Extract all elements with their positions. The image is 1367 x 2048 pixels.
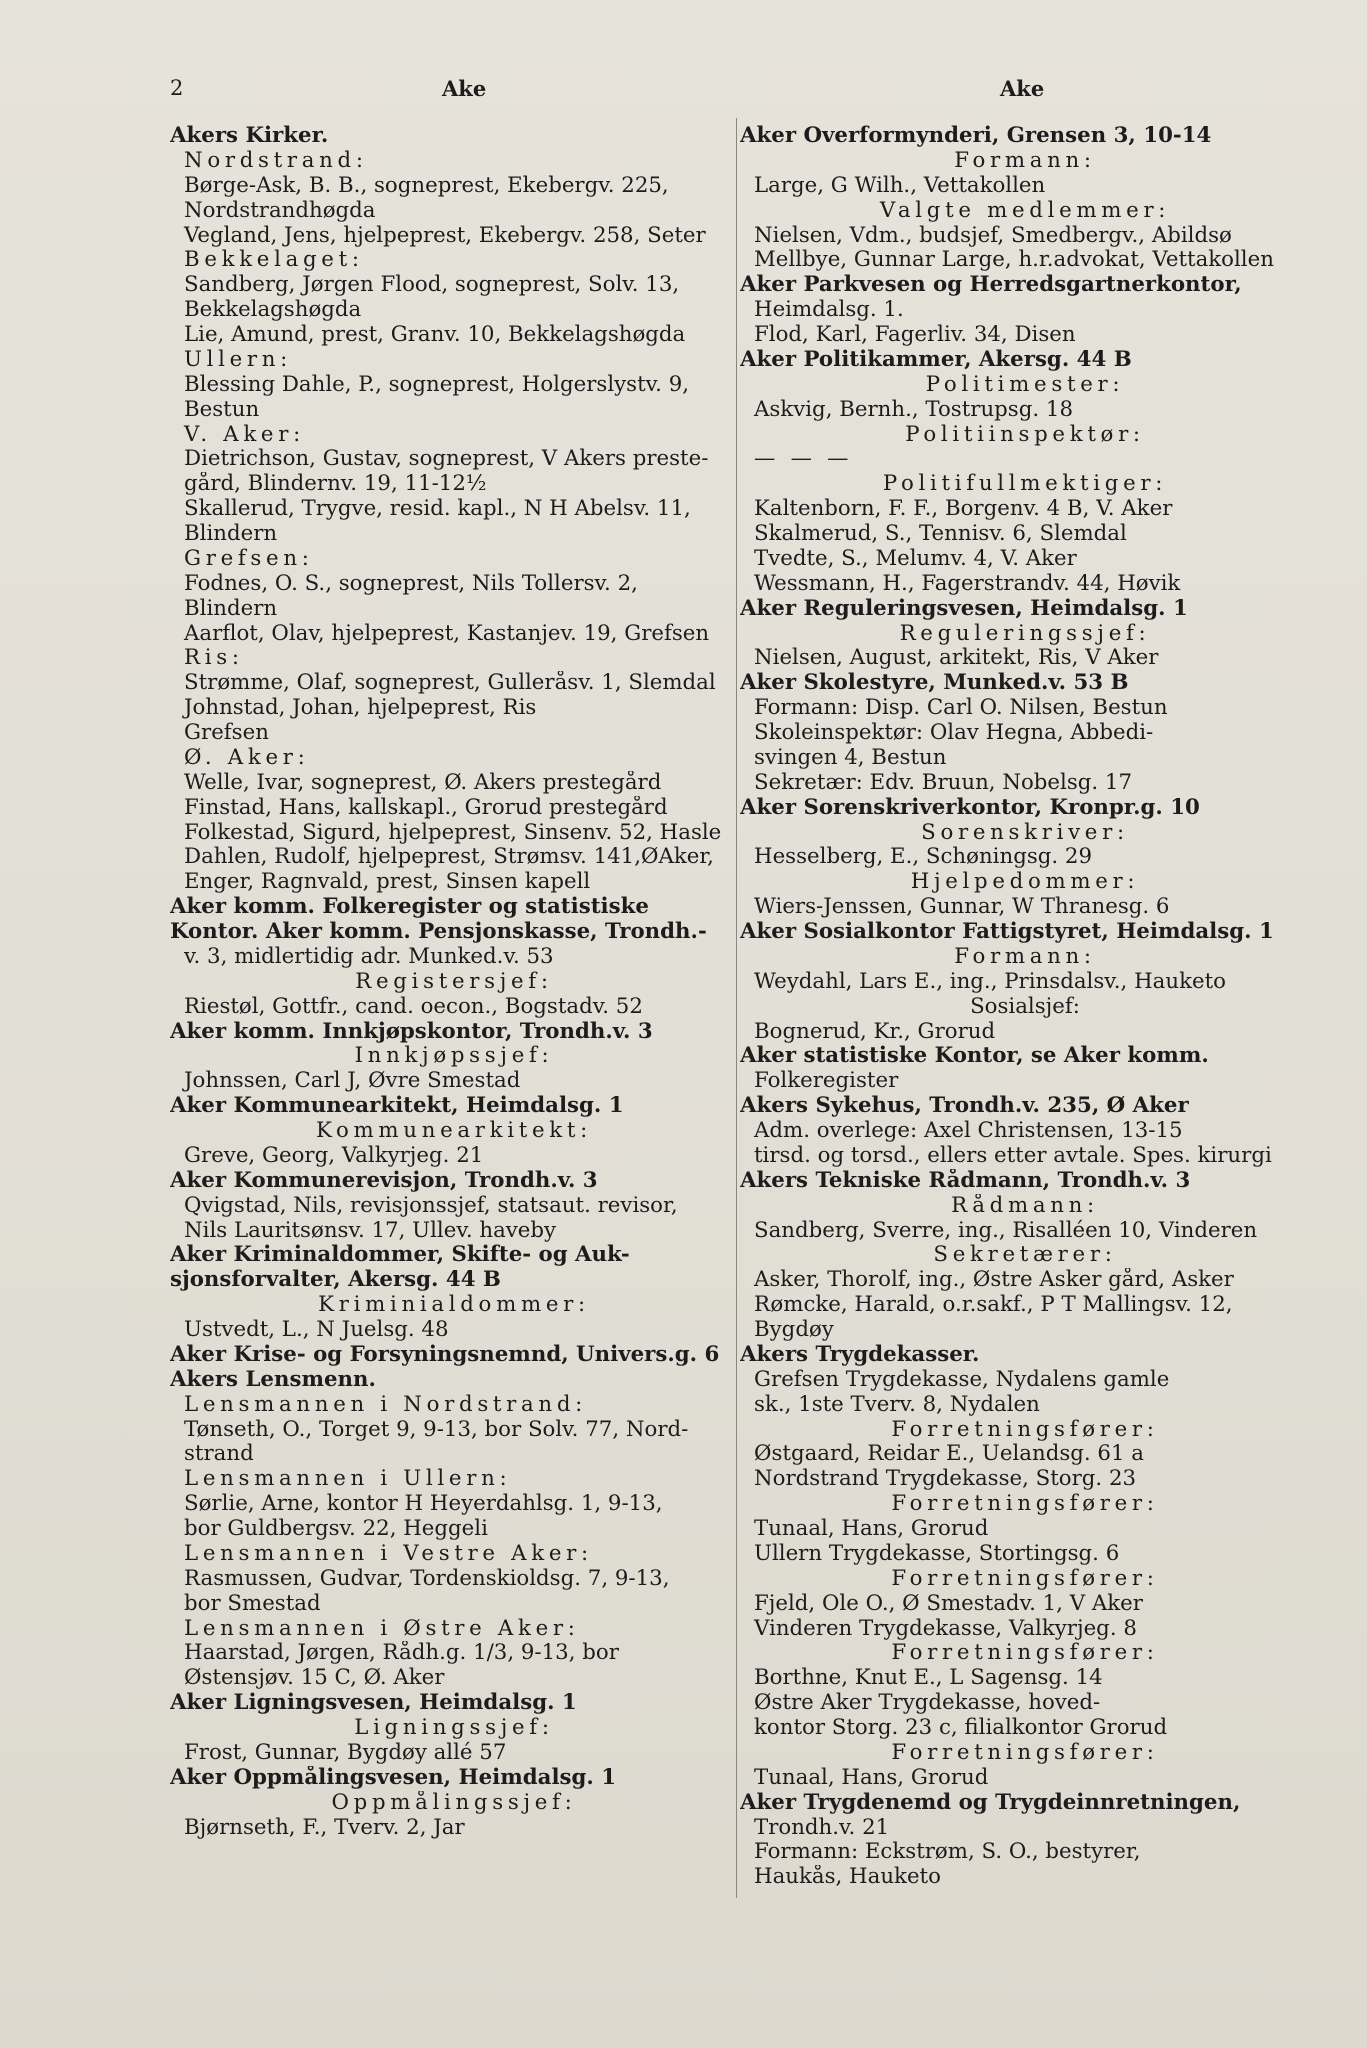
entry-heading: Aker Kommunearkitekt, Heimdalsg. 1 (170, 1094, 624, 1119)
section-label: Innkjøpssjef: (354, 1044, 554, 1069)
section-label: Formann: (954, 944, 1096, 969)
column-divider (736, 118, 737, 1898)
entry-heading: Aker Ligningsvesen, Heimdalsg. 1 (170, 1691, 577, 1716)
entry-heading: Aker Skolestyre, Munked.v. 53 B (740, 671, 1129, 696)
entry-line: Dietrichson, Gustav, sogneprest, V Akers preste- (184, 447, 709, 472)
entry-line: gård, Blindernv. 19, 11-12½ (184, 472, 487, 497)
section-label: Politiinspektør: (905, 422, 1145, 447)
entry-line: Vegland, Jens, hjelpeprest, Ekebergv. 258, Seter (184, 223, 706, 248)
entry-line: Lie, Amund, prest, Granv. 10, Bekkelagshøgda (184, 323, 686, 347)
section-label: Forretningsfører: (891, 1641, 1159, 1666)
entry-line: Welle, Ivar, sogneprest, Ø. Akers prestegård (184, 770, 662, 795)
entry-line: Bekkelagshøgda (184, 298, 362, 323)
entry-line: Mellbye, Gunnar Large, h.r.advokat, Vettakollen (754, 248, 1274, 273)
section-label: Oppmålingssjef: (331, 1790, 577, 1815)
entry-heading: Akers Kirker. (170, 124, 329, 148)
entry-line: Sandberg, Sverre, ing., Risalléen 10, Vinderen (754, 1218, 1258, 1243)
entry-heading: Kontor. Aker komm. Pensjonskasse, Trondh.- (170, 920, 707, 944)
entry-line: Kaltenborn, F. F., Borgenv. 4 B, V. Aker (754, 497, 1173, 522)
section-label: Grefsen: (184, 546, 314, 571)
entry-line: Tunaal, Hans, Grorud (754, 1517, 989, 1541)
entry-line: Finstad, Hans, kallskapl., Grorud prestegård (184, 795, 668, 820)
entry-heading: Aker komm. Innkjøpskontor, Trondh.v. 3 (170, 1019, 653, 1044)
section-label: Formann: (954, 148, 1096, 173)
left-column (170, 124, 738, 1840)
entry-heading: Aker statistiske Kontor, se Aker komm. (740, 1044, 1209, 1069)
entry-line: Bjørnseth, F., Tverv. 2, Jar (184, 1815, 465, 1840)
entry-line: Blindern (184, 522, 278, 546)
section-label: Ø. Aker: (184, 745, 310, 770)
entry-line: Østre Aker Trygdekasse, hoved- (754, 1691, 1101, 1716)
entry-line: — — — (754, 447, 853, 472)
section-label: Hjelpedommer: (910, 870, 1140, 895)
page-number: 2 (170, 76, 184, 100)
entry-line: Nordstrandhøgda (184, 198, 376, 223)
entry-heading: Akers Trygdekasser. (740, 1342, 980, 1367)
entry-line: Bognerud, Kr., Grorud (754, 1019, 996, 1044)
entry-heading: Aker Reguleringsvesen, Heimdalsg. 1 (740, 596, 1188, 621)
section-label: Ris: (184, 646, 244, 671)
entry-line: Skallerud, Trygve, resid. kapl., N H Abelsv. 11, (184, 497, 691, 522)
section-label: Lensmannen i Vestre Aker: (184, 1541, 593, 1566)
entry-line: Fjeld, Ole O., Ø Smestadv. 1, V Aker (754, 1591, 1143, 1616)
entry-line: Folkeregister (754, 1069, 899, 1094)
entry-line: Johnssen, Carl J, Øvre Smestad (184, 1069, 521, 1094)
entry-line: Rømcke, Harald, o.r.sakf., P T Mallingsv. 12, (754, 1293, 1233, 1318)
entry-heading: Akers Sykehus, Trondh.v. 235, Ø Aker (740, 1094, 1189, 1119)
section-label: Forretningsfører: (891, 1417, 1159, 1442)
entry-heading: Aker Overformynderi, Grensen 3, 10-14 (740, 124, 1212, 148)
running-title-left: Ake (442, 76, 487, 101)
entry-heading: Aker Kriminaldommer, Skifte- og Auk- (170, 1243, 630, 1268)
entry-line: Grefsen Trygdekasse, Nydalens gamle (754, 1367, 1170, 1392)
entry-heading: Aker Sosialkontor Fattigstyret, Heimdalsg. 1 (740, 920, 1274, 944)
section-label: Lensmannen i Ullern: (184, 1467, 512, 1492)
section-label: Forretningsfører: (891, 1566, 1159, 1591)
section-label: Lensmannen i Østre Aker: (184, 1616, 580, 1641)
entry-line: Flod, Karl, Fagerliv. 34, Disen (754, 323, 1076, 347)
running-title-right: Ake (1000, 76, 1045, 101)
section-label: Reguleringssjef: (899, 621, 1151, 646)
entry-heading: Aker Politikammer, Akersg. 44 B (740, 347, 1132, 372)
entry-line: Enger, Ragnvald, prest, Sinsen kapell (184, 870, 591, 895)
entry-line: Wessmann, H., Fagerstrandv. 44, Høvik (754, 571, 1181, 596)
entry-heading: Akers Lensmenn. (170, 1367, 376, 1392)
entry-line: Riestøl, Gottfr., cand. oecon., Bogstadv. 52 (184, 994, 643, 1019)
entry-line: Trondh.v. 21 (754, 1815, 890, 1840)
entry-line: Østensjøv. 15 C, Ø. Aker (184, 1666, 445, 1691)
entry-line: Fodnes, O. S., sogneprest, Nils Tollersv. 2, (184, 571, 638, 596)
entry-line: Tvedte, S., Melumv. 4, V. Aker (754, 546, 1077, 571)
section-label: Nordstrand: (184, 148, 368, 173)
entry-line: strand (184, 1442, 254, 1467)
entry-heading: Aker komm. Folkeregister og statistiske (170, 895, 649, 920)
section-label: Sekretærer: (933, 1243, 1117, 1268)
entry-line: sk., 1ste Tverv. 8, Nydalen (754, 1392, 1040, 1417)
entry-line: Adm. overlege: Axel Christensen, 13-15 (754, 1119, 1183, 1143)
entry-line: Sørlie, Arne, kontor H Heyerdahlsg. 1, 9-13, (184, 1492, 663, 1517)
section-label: Sosialsjef: (970, 994, 1080, 1019)
entry-line: bor Smestad (184, 1591, 321, 1616)
right-column (740, 124, 1310, 1890)
entry-line: Wiers-Jenssen, Gunnar, W Thranesg. 6 (754, 895, 1170, 920)
section-label: Forretningsfører: (891, 1492, 1159, 1517)
entry-line: Heimdalsg. 1. (754, 298, 904, 323)
entry-line: bor Guldbergsv. 22, Heggeli (184, 1517, 488, 1541)
entry-line: Tunaal, Hans, Grorud (754, 1765, 989, 1790)
entry-line: Johnstad, Johan, hjelpeprest, Ris (184, 696, 537, 721)
entry-heading: Aker Sorenskriverkontor, Kronpr.g. 10 (740, 795, 1200, 820)
entry-heading: sjonsforvalter, Akersg. 44 B (170, 1268, 501, 1293)
entry-line: Strømme, Olaf, sogneprest, Gulleråsv. 1, Slemdal (184, 671, 716, 696)
section-label: V. Aker: (184, 422, 305, 447)
entry-line: Ustvedt, L., N Juelsg. 48 (184, 1318, 449, 1342)
entry-line: Large, G Wilh., Vettakollen (754, 173, 1046, 198)
entry-line: Frost, Gunnar, Bygdøy allé 57 (184, 1740, 507, 1765)
entry-line: Blindern (184, 596, 278, 621)
entry-line: Borthne, Knut E., L Sagensg. 14 (754, 1666, 1103, 1691)
entry-line: v. 3, midlertidig adr. Munked.v. 53 (184, 944, 554, 969)
section-label: Kriminialdommer: (318, 1293, 590, 1318)
entry-line: Vinderen Trygdekasse, Valkyrjeg. 8 (754, 1616, 1137, 1641)
section-label: Politifullmektiger: (882, 472, 1168, 497)
entry-line: Bestun (184, 397, 260, 422)
section-label: Ligningssjef: (354, 1716, 554, 1740)
section-label: Kommunearkitekt: (316, 1119, 592, 1143)
entry-line: Hesselberg, E., Schøningsg. 29 (754, 845, 1093, 870)
entry-line: Dahlen, Rudolf, hjelpeprest, Strømsv. 141,ØAker, (184, 845, 714, 870)
section-label: Rådmann: (951, 1193, 1099, 1218)
entry-line: Nordstrand Trygdekasse, Storg. 23 (754, 1467, 1137, 1492)
entry-line: Tønseth, O., Torget 9, 9-13, bor Solv. 77, Nord- (184, 1417, 689, 1442)
section-label: Registersjef: (355, 969, 553, 994)
section-label: Ullern: (184, 347, 293, 372)
entry-line: Aarflot, Olav, hjelpeprest, Kastanjev. 19, Grefsen (184, 621, 710, 646)
entry-line: Haukås, Hauketo (754, 1865, 941, 1890)
entry-line: Skoleinspektør: Olav Hegna, Abbedi- (754, 721, 1154, 745)
entry-heading: Aker Oppmålingsvesen, Heimdalsg. 1 (170, 1765, 617, 1790)
section-label: Valgte medlemmer: (879, 198, 1171, 223)
entry-line: Nils Lauritsønsv. 17, Ullev. haveby (184, 1218, 557, 1243)
section-label: Sorenskriver: (921, 820, 1129, 845)
entry-line: Blessing Dahle, P., sogneprest, Holgerslystv. 9, (184, 372, 690, 397)
entry-line: Bygdøy (754, 1318, 834, 1342)
entry-line: Nielsen, August, arkitekt, Ris, V Aker (754, 646, 1159, 671)
entry-line: Askvig, Bernh., Tostrupsg. 18 (754, 397, 1073, 422)
entry-line: Børge-Ask, B. B., sogneprest, Ekebergv. 225, (184, 173, 669, 198)
entry-heading: Aker Parkvesen og Herredsgartnerkontor, (740, 273, 1242, 298)
entry-line: Sandberg, Jørgen Flood, sogneprest, Solv. 13, (184, 273, 680, 298)
entry-line: Grefsen (184, 721, 269, 745)
entry-heading: Aker Krise- og Forsyningsnemnd, Univers.g. 6 (170, 1342, 720, 1367)
entry-line: Nielsen, Vdm., budsjef, Smedbergv., Abildsø (754, 223, 1232, 248)
entry-heading: Aker Kommunerevisjon, Trondh.v. 3 (170, 1168, 598, 1193)
entry-line: Greve, Georg, Valkyrjeg. 21 (184, 1143, 484, 1168)
entry-line: tirsd. og torsd., ellers etter avtale. Spes. kirurgi (754, 1143, 1272, 1168)
entry-line: Rasmussen, Gudvar, Tordenskioldsg. 7, 9-13, (184, 1566, 670, 1591)
entry-line: Formann: Disp. Carl O. Nilsen, Bestun (754, 696, 1168, 721)
entry-line: Formann: Eckstrøm, S. O., bestyrer, (754, 1840, 1141, 1865)
section-label: Lensmannen i Nordstrand: (184, 1392, 588, 1417)
entry-line: Folkestad, Sigurd, hjelpeprest, Sinsenv. 52, Hasle (184, 820, 722, 845)
entry-line: Qvigstad, Nils, revisjonssjef, statsaut. revisor, (184, 1193, 678, 1218)
entry-line: Sekretær: Edv. Bruun, Nobelsg. 17 (754, 770, 1133, 795)
entry-heading: Akers Tekniske Rådmann, Trondh.v. 3 (740, 1168, 1191, 1193)
entry-line: svingen 4, Bestun (754, 745, 947, 770)
section-label: Bekkelaget: (184, 248, 364, 273)
entry-line: Asker, Thorolf, ing., Østre Asker gård, Asker (754, 1268, 1234, 1293)
entry-line: Weydahl, Lars E., ing., Prinsdalsv., Hauketo (754, 969, 1226, 994)
entry-line: Østgaard, Reidar E., Uelandsg. 61 a (754, 1442, 1144, 1467)
entry-line: Ullern Trygdekasse, Stortingsg. 6 (754, 1541, 1120, 1566)
entry-line: Haarstad, Jørgen, Rådh.g. 1/3, 9-13, bor (184, 1641, 619, 1666)
entry-heading: Aker Trygdenemd og Trygdeinnretningen, (740, 1790, 1241, 1815)
entry-line: kontor Storg. 23 c, filialkontor Grorud (754, 1716, 1168, 1740)
section-label: Forretningsfører: (891, 1740, 1159, 1765)
entry-line: Skalmerud, S., Tennisv. 6, Slemdal (754, 522, 1127, 546)
section-label: Politimester: (925, 372, 1125, 397)
